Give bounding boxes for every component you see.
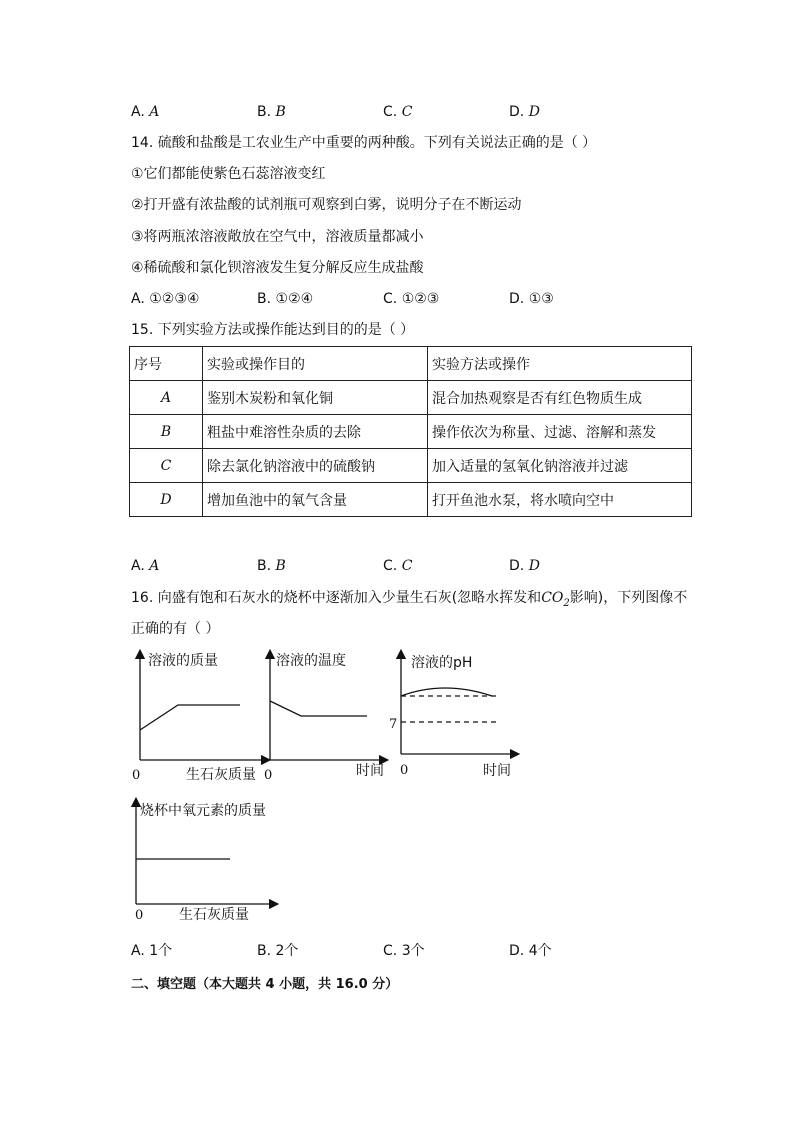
table-header-cell: 实验或操作目的 bbox=[203, 347, 428, 381]
table-header-cell: 序号 bbox=[130, 347, 203, 381]
table-cell-key: A bbox=[130, 381, 203, 415]
curve bbox=[401, 688, 492, 696]
origin-label: 0 bbox=[264, 768, 273, 783]
q14-stem: 14. 硫酸和盐酸是工农业生产中重要的两种酸。下列有关说法正确的是（ ） bbox=[131, 135, 597, 151]
table-row bbox=[130, 381, 692, 415]
q13-option-a[interactable]: A. A bbox=[131, 104, 160, 120]
q15-stem: 15. 下列实验方法或操作能达到目的的是（ ） bbox=[131, 322, 415, 338]
origin-label: 0 bbox=[400, 763, 409, 778]
q13-option-d[interactable]: D. D bbox=[509, 104, 540, 120]
q16-stem-text: 影响)，下列图像不 bbox=[569, 590, 688, 606]
q15-table bbox=[129, 346, 692, 517]
q14-option-a[interactable]: A. ①②③④ bbox=[131, 291, 200, 307]
curve bbox=[140, 705, 240, 730]
y-axis-label: 溶液的质量 bbox=[148, 653, 218, 669]
q13-option-b[interactable]: B. B bbox=[257, 104, 286, 120]
q13-option-c[interactable]: C. C bbox=[383, 104, 413, 120]
q16-options bbox=[131, 941, 731, 961]
q14-option-d[interactable]: D. ①③ bbox=[509, 291, 554, 307]
table-cell: 打开鱼池水泵，将水喷向空中 bbox=[428, 483, 692, 517]
q13-options bbox=[131, 102, 731, 122]
y-axis-label: 溶液的温度 bbox=[276, 653, 346, 669]
q14-options bbox=[131, 289, 731, 309]
q16-option-c[interactable]: C. 3个 bbox=[383, 943, 425, 959]
x-axis-label: 生石灰质量 bbox=[179, 907, 249, 923]
table-cell-key: D bbox=[130, 483, 203, 517]
section-heading: 二、填空题（本大题共 4 小题，共 16.0 分） bbox=[131, 977, 399, 992]
x-axis-label: 时间 bbox=[483, 763, 511, 779]
origin-label: 0 bbox=[135, 908, 144, 923]
q15-option-b[interactable]: B. B bbox=[257, 558, 286, 574]
y-axis-label: 烧杯中氧元素的质量 bbox=[140, 803, 266, 819]
q14-option-c[interactable]: C. ①②③ bbox=[383, 291, 440, 307]
graph-solution-mass bbox=[128, 648, 268, 788]
table-cell: 除去氯化钠溶液中的硫酸钠 bbox=[203, 449, 428, 483]
q15-options bbox=[131, 556, 731, 576]
x-axis-label: 生石灰质量 bbox=[186, 767, 256, 783]
q14-statement-1: ①它们都能使紫色石蕊溶液变红 bbox=[131, 166, 326, 182]
q16-stem-text: 16. 向盛有饱和石灰水的烧杯中逐渐加入少量生石灰(忽略水挥发和 bbox=[131, 590, 542, 606]
q16-option-b[interactable]: B. 2个 bbox=[257, 943, 299, 959]
x-axis-label: 时间 bbox=[356, 763, 384, 779]
q14-statement-4: ④稀硫酸和氯化钡溶液发生复分解反应生成盐酸 bbox=[131, 260, 424, 276]
table-cell: 操作依次为称量、过滤、溶解和蒸发 bbox=[428, 415, 692, 449]
q16-option-a[interactable]: A. 1个 bbox=[131, 943, 173, 959]
origin-label: 0 bbox=[132, 768, 141, 783]
table-header-cell: 实验方法或操作 bbox=[428, 347, 692, 381]
table-row bbox=[130, 449, 692, 483]
graph-solution-ph bbox=[389, 648, 519, 788]
table-cell: 粗盐中难溶性杂质的去除 bbox=[203, 415, 428, 449]
q16-option-d[interactable]: D. 4个 bbox=[509, 943, 552, 959]
table-cell-key: B bbox=[130, 415, 203, 449]
table-header-row bbox=[130, 347, 692, 381]
q15-option-d[interactable]: D. D bbox=[509, 558, 540, 574]
q14-option-b[interactable]: B. ①②④ bbox=[257, 291, 314, 307]
graph-oxygen-mass bbox=[124, 796, 294, 928]
table-row bbox=[130, 483, 692, 517]
q16-stem-line2: 正确的有（ ） bbox=[131, 621, 220, 637]
co2-formula: $CO_2$ bbox=[541, 590, 570, 609]
curve bbox=[270, 701, 367, 716]
graph-solution-temperature bbox=[258, 648, 398, 788]
table-row bbox=[130, 415, 692, 449]
table-cell: 增加鱼池中的氧气含量 bbox=[203, 483, 428, 517]
tick-label-7: 7 bbox=[389, 717, 398, 732]
q16-stem bbox=[131, 588, 687, 614]
table-cell-key: C bbox=[130, 449, 203, 483]
table-cell: 鉴别木炭粉和氧化铜 bbox=[203, 381, 428, 415]
q15-option-a[interactable]: A. A bbox=[131, 558, 160, 574]
table-cell: 加入适量的氢氧化钠溶液并过滤 bbox=[428, 449, 692, 483]
q14-statement-3: ③将两瓶浓溶液敞放在空气中，溶液质量都减小 bbox=[131, 229, 424, 245]
q15-option-c[interactable]: C. C bbox=[383, 558, 413, 574]
q14-statement-2: ②打开盛有浓盐酸的试剂瓶可观察到白雾，说明分子在不断运动 bbox=[131, 197, 522, 213]
y-axis-label: 溶液的pH bbox=[411, 655, 473, 671]
table-cell: 混合加热观察是否有红色物质生成 bbox=[428, 381, 692, 415]
